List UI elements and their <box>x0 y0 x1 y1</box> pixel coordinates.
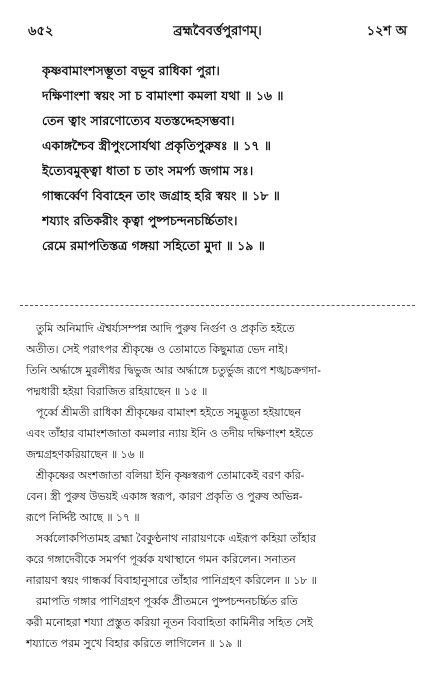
commentary-line: শ্রীকৃষ্ণের অংশজাতা বলিয়া ইনি কৃষ্ণস্বরূপ তোমাকেই বরণ করি- <box>36 469 305 482</box>
page-header <box>28 22 407 44</box>
commentary-line: তুমি অনিমাদি ঐশ্বর্য্যসম্পন্ন আদি পুরুষ নির্গুণ ও প্রকৃতি হইতে <box>36 322 295 335</box>
commentary-line: শয্যাতে পরম সুখে বিহার করিতে লাগিলেন ॥ ১৯ ॥ <box>26 637 242 650</box>
sanskrit-verses <box>42 58 402 258</box>
commentary-line: রমাপতি গঙ্গার পাণিগ্রহণ পূর্ব্বক প্রীতমনে পুষ্পচন্দনচর্চ্চিত রতি <box>36 595 298 608</box>
commentary-line: এবং তাঁহার বামাংশজাতা কমলার ন্যায় ইনি ও তদীয় দক্ষিণাংশ হইতে <box>26 427 314 440</box>
page-number: ৬৫২ <box>28 24 54 39</box>
chapter-label: ১২শ অ <box>366 24 407 39</box>
book-title: ব্রহ্মবৈবর্ত্তপুরাণম্। <box>173 24 262 39</box>
verse-line: একাঙ্গশ্চৈব স্ত্রীপুংসোর্যথা প্রকৃতিপুরুষঃ ॥ ১৭ ॥ <box>42 138 271 153</box>
verse-line: গান্ধর্ব্বেণ বিবাহেন তাং জগ্রাহ হরি স্বয়ং ॥ ১৮ ॥ <box>42 188 280 203</box>
commentary-line: করে গঙ্গাদেবীকে সমর্পণ পূর্ব্বক যথাস্থানে গমন করিলেন। সনাতন <box>26 553 296 566</box>
verse-line: শয্যাং রতিকরীং কৃত্বা পুষ্পচন্দনচর্চ্চিতাং। <box>42 213 238 228</box>
commentary-line: জন্মগ্রহণকরিয়াছেন ॥ ১৬ ॥ <box>26 448 145 461</box>
section-divider <box>20 305 415 306</box>
commentary-line: পূর্ব্বে শ্রীমতী রাধিকা শ্রীকৃষ্ণের বামাংশ হইতে সমুদ্ভূতা হইয়াছেন <box>36 406 301 419</box>
commentary-line: অতীত। সেই পরাৎপর শ্রীকৃষ্ণে ও তোমাতে কিছুমাত্র ভেদ নাই। <box>26 343 288 356</box>
commentary-line: নারায়ণ স্বয়ং গান্ধর্ব্ব বিবাহানুসারে তাঁহার পানিগ্রহণ করিলেন ॥ ১৮ ॥ <box>26 574 317 587</box>
verse-line: তেন ত্বাং সারণোত্যেব যতস্তদ্দেহসম্ভবা। <box>42 113 235 128</box>
verse-line: দক্ষিণাংশা স্বয়ং সা চ বামাংশা কমলা যথা ॥ ১৬ ॥ <box>42 88 284 103</box>
bengali-commentary <box>26 318 410 654</box>
verse-line: কৃষ্ণবামাংশসম্ভূতা বভূব রাধিকা পুরা। <box>42 63 220 78</box>
verse-line: ইত্যেবমুক্ত্বা ধাতা চ তাং সমর্প্য জগাম সঃ। <box>42 163 254 178</box>
verse-line: রেমে রমাপতিস্তত্র গঙ্গয়া সহিতো মুদা ॥ ১৯ ॥ <box>42 238 265 253</box>
commentary-line: বেন। স্ত্রী পুরুষ উভয়ই একাঙ্গ স্বরূপ, কারণ প্রকৃতি ও পুরুষ অভিন্ন- <box>26 490 303 503</box>
commentary-line: রূপে নির্দ্দিষ্ট আছে ॥ ১৭ ॥ <box>26 511 140 524</box>
commentary-line: পদ্মধারী হইয়া বিরাজিত রহিয়াছেন ॥ ১৫ ॥ <box>26 385 208 398</box>
commentary-line: তিনি অর্দ্ধাঙ্গে মুরলীধর দ্বিভুজ আর অর্দ্ধাঙ্গে চতুর্ভুজ রূপে শঙ্খচক্রগদা- <box>26 364 321 377</box>
commentary-line: করী মনোহরা শয্যা প্রস্তুত করিয়া নূতন বিবাহিতা কামিনীর সহিত সেই <box>26 616 313 629</box>
commentary-line: সর্ব্বলোকপিতামহ ব্রহ্মা বৈকুণ্ঠনাথ নারায়ণকে এইরূপ কহিয়া তাঁহার <box>36 532 316 545</box>
